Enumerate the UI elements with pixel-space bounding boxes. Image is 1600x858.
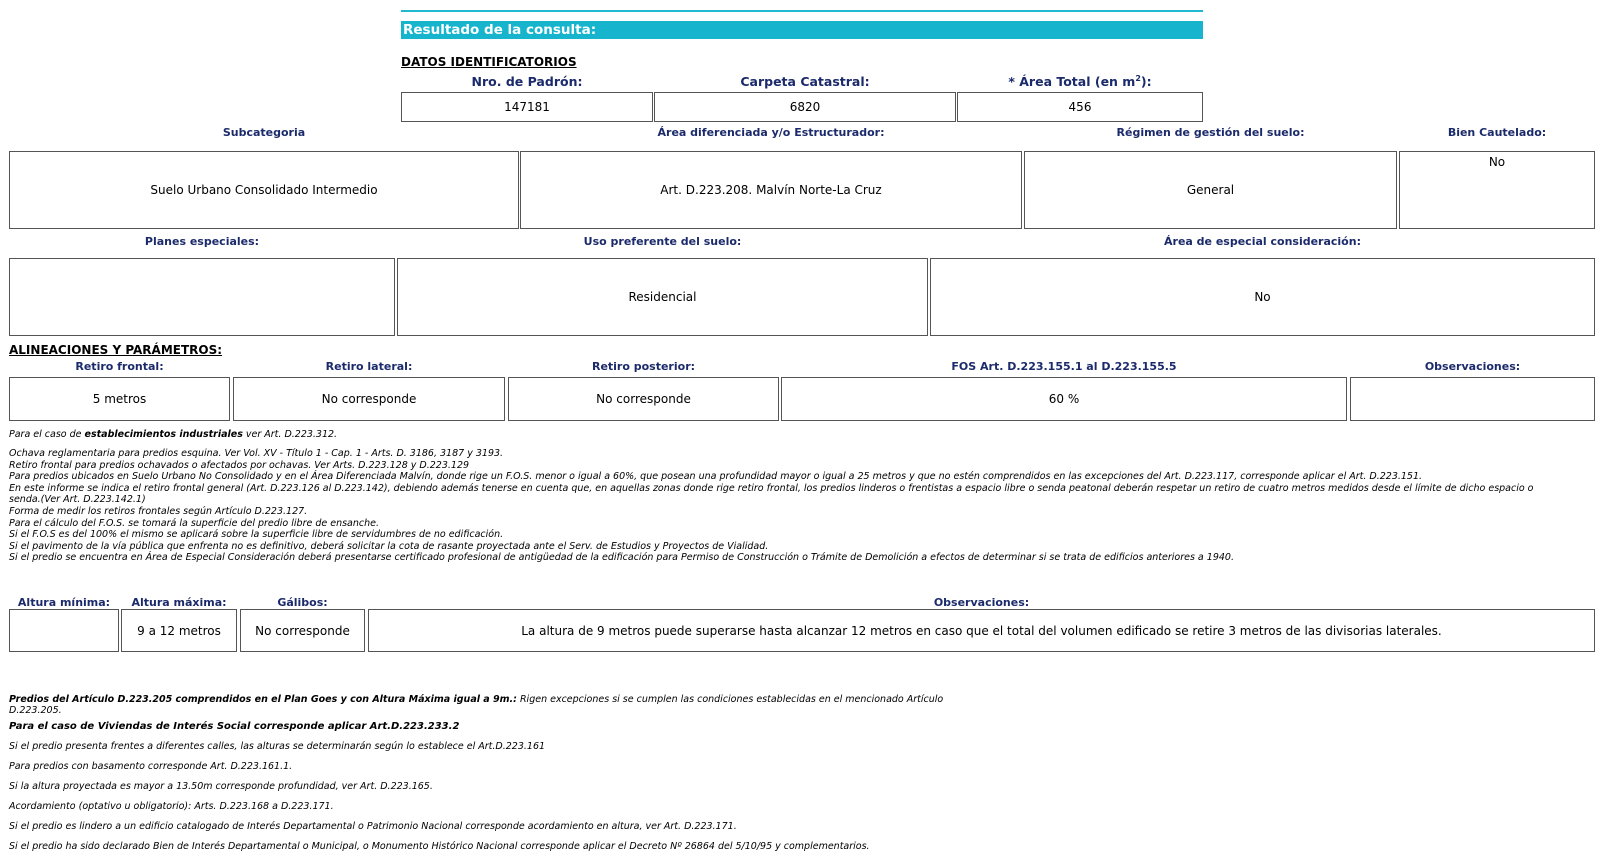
carpeta-value: 6820: [789, 100, 821, 114]
note-line: Retiro frontal para predios ochavados o afectados por ochavas. Ver Arts. D.223.128 y D.223.129: [9, 459, 470, 471]
area-total-value: 456: [1068, 100, 1092, 114]
alineaciones-section-title: ALINEACIONES Y PARÁMETROS:: [9, 343, 223, 357]
bien-cautelado-box: [1399, 151, 1595, 229]
galibos-box: [240, 609, 365, 652]
retiro-posterior-value: No corresponde: [596, 392, 691, 406]
note-b-line: Si la altura proyectada es mayor a 13.50m corresponde profundidad, ver Art. D.223.165.: [9, 781, 433, 792]
retiro-lateral-value: No corresponde: [321, 392, 417, 406]
regimen-box: [1024, 151, 1397, 229]
uso-preferente-label: Uso preferente del suelo:: [583, 235, 742, 248]
uso-preferente-box: [397, 258, 928, 336]
retiro-lateral-box: [233, 377, 505, 421]
note-line: En este informe se indica el retiro frontal general (Art. D.223.126 al D.223.142), debiendo además tenerse en cuenta que, en aquellas zonas donde rige retiro frontal, los predios linderos o frentistas a espacio libre o senda peatonal deberán respetar un retiro de cuatro metros medidos desde el límite de dicho espacio o: [9, 482, 1534, 494]
industrial-note-bold: establecimientos industriales: [84, 429, 243, 440]
header-top-line: [401, 10, 1203, 12]
note-line: Para predios ubicados en Suelo Urbano No Consolidado y en el Área Diferenciada Malvín, donde rige un F.O.S. menor o igual a 60%, que posean una profundidad mayor o igual a 25 metros y que no estén comprendidos en las excepciones del Art. D.223.117, corresponde aplicar el Art. D.223.151.: [9, 471, 1423, 483]
alturas-observaciones-box: [368, 609, 1595, 652]
plan-goes-note: [9, 694, 943, 716]
bien-cautelado-value: No: [1488, 155, 1506, 169]
regimen-value: General: [1186, 183, 1235, 197]
fos-value: 60 %: [1048, 392, 1080, 406]
notes-a-block: [9, 448, 1599, 564]
note-b-line: Para predios con basamento corresponde Art. D.223.161.1.: [9, 761, 293, 772]
result-header-title: Resultado de la consulta:: [403, 22, 597, 38]
alturas-observaciones-value: La altura de 9 metros puede superarse hasta alcanzar 12 metros en caso que el total del volumen edificado se retire 3 metros de las divisorias laterales.: [521, 623, 1442, 638]
area-total-label-prefix: * Área Total (en m: [1008, 74, 1136, 90]
alineaciones-observaciones-label: Observaciones:: [1424, 360, 1521, 373]
subcategoria-label: Subcategoria: [222, 126, 306, 139]
padron-label: Nro. de Padrón:: [471, 74, 583, 89]
retiro-posterior-box: [508, 377, 779, 421]
planes-especiales-box: [9, 258, 395, 336]
note-line: senda.(Ver Art. D.223.142.1): [9, 494, 146, 506]
uso-preferente-value: Residencial: [628, 290, 697, 304]
plan-goes-note-bold: Predios del Artículo D.223.205 comprendidos en el Plan Goes y con Altura Máxima igual a 9m.:: [9, 694, 517, 705]
industrial-note-prefix: Para el caso de: [9, 429, 85, 440]
fos-box: [781, 377, 1347, 421]
padron-value-box: [401, 92, 653, 122]
result-header: [401, 21, 1203, 39]
retiro-frontal-box: [9, 377, 230, 421]
note-b-line: Acordamiento (optativo u obligatorio): Arts. D.223.168 a D.223.171.: [9, 801, 334, 812]
area-total-value-box: [957, 92, 1203, 122]
area-diferenciada-box: [520, 151, 1022, 229]
area-total-label-suffix: ):: [1140, 74, 1152, 90]
plan-goes-note-text: Rigen excepciones si se cumplen las condiciones establecidas en el mencionado Artículo: [516, 694, 944, 705]
note-b-line: Si el predio ha sido declarado Bien de Interés Departamental o Municipal, o Monumento Histórico Nacional corresponde aplicar el Decreto Nº 26864 del 5/10/95 y complementarios.: [9, 841, 870, 852]
area-total-label-sup: 2: [1135, 74, 1141, 83]
galibos-value: No corresponde: [255, 623, 350, 638]
alturas-observaciones-label: Observaciones:: [933, 596, 1030, 609]
alineaciones-observaciones-box: [1350, 377, 1595, 421]
retiro-frontal-value: 5 metros: [92, 392, 147, 406]
retiro-lateral-label: Retiro lateral:: [325, 360, 413, 373]
fos-label: FOS Art. D.223.155.1 al D.223.155.5: [951, 360, 1177, 373]
especial-consideracion-box: [930, 258, 1595, 336]
area-diferenciada-label: Área diferenciada y/o Estructurador:: [657, 126, 885, 139]
note-line: Ochava reglamentaria para predios esquina. Ver Vol. XV - Título 1 - Cap. 1 - Arts. D. 3186, 3187 y 3193.: [9, 448, 504, 459]
subcategoria-box: [9, 151, 519, 229]
subcategoria-value: Suelo Urbano Consolidado Intermedio: [150, 183, 378, 197]
especial-consideracion-value: No: [1254, 290, 1271, 304]
galibos-label: Gálibos:: [277, 596, 328, 609]
bien-cautelado-label: Bien Cautelado:: [1447, 126, 1547, 139]
note-line: Si el F.O.S es del 100% el mismo se aplicará sobre la superficie libre de servidumbres de no edificación.: [9, 529, 504, 541]
datos-section-title: DATOS IDENTIFICATORIOS: [401, 55, 577, 69]
note-line: Si el predio se encuentra en Área de Especial Consideración deberá presentarse certificado profesional de antigüedad de la edificación para Permiso de Construcción o Trámite de Demolición a efectos de determinar si se trata de edificios anteriores a 1940.: [9, 552, 1234, 564]
padron-value: 147181: [504, 100, 550, 114]
altura-maxima-label: Altura máxima:: [131, 596, 227, 609]
industrial-note: [9, 429, 337, 441]
carpeta-label: Carpeta Catastral:: [740, 74, 870, 89]
carpeta-value-box: [654, 92, 956, 122]
altura-minima-label: Altura mínima:: [17, 596, 111, 609]
vivienda-interes-social-note: Para el caso de Viviendas de Interés Social corresponde aplicar Art.D.223.233.2: [9, 721, 460, 732]
plan-goes-note-text2: D.223.205.: [9, 705, 62, 716]
altura-maxima-box: [121, 609, 237, 652]
note-b-line: Si el predio presenta frentes a diferentes calles, las alturas se determinarán según lo establece el Art.D.223.161: [9, 741, 546, 752]
regimen-label: Régimen de gestión del suelo:: [1116, 126, 1305, 139]
altura-maxima-value: 9 a 12 metros: [137, 623, 221, 638]
note-b-line: Si el predio es lindero a un edificio catalogado de Interés Departamental o Patrimonio Nacional corresponde acordamiento en altura, ver Art. D.223.171.: [9, 821, 737, 832]
note-line: Si el pavimento de la vía pública que enfrenta no es definitivo, deberá solicitar la cota de rasante proyectada ante el Serv. de Estudios y Proyectos de Vialidad.: [9, 540, 769, 552]
planes-especiales-label: Planes especiales:: [144, 235, 260, 248]
area-total-label: [957, 74, 1203, 89]
especial-consideracion-label: Área de especial consideración:: [1164, 235, 1361, 248]
retiro-posterior-label: Retiro posterior:: [591, 360, 696, 373]
altura-minima-box: [9, 609, 119, 652]
retiro-frontal-label: Retiro frontal:: [75, 360, 164, 373]
note-line: Para el cálculo del F.O.S. se tomará la superficie del predio libre de ensanche.: [9, 517, 380, 529]
area-diferenciada-value: Art. D.223.208. Malvín Norte-La Cruz: [660, 183, 882, 197]
industrial-note-suffix: ver Art. D.223.312.: [242, 429, 338, 440]
note-line: Forma de medir los retiros frontales según Artículo D.223.127.: [9, 505, 308, 517]
